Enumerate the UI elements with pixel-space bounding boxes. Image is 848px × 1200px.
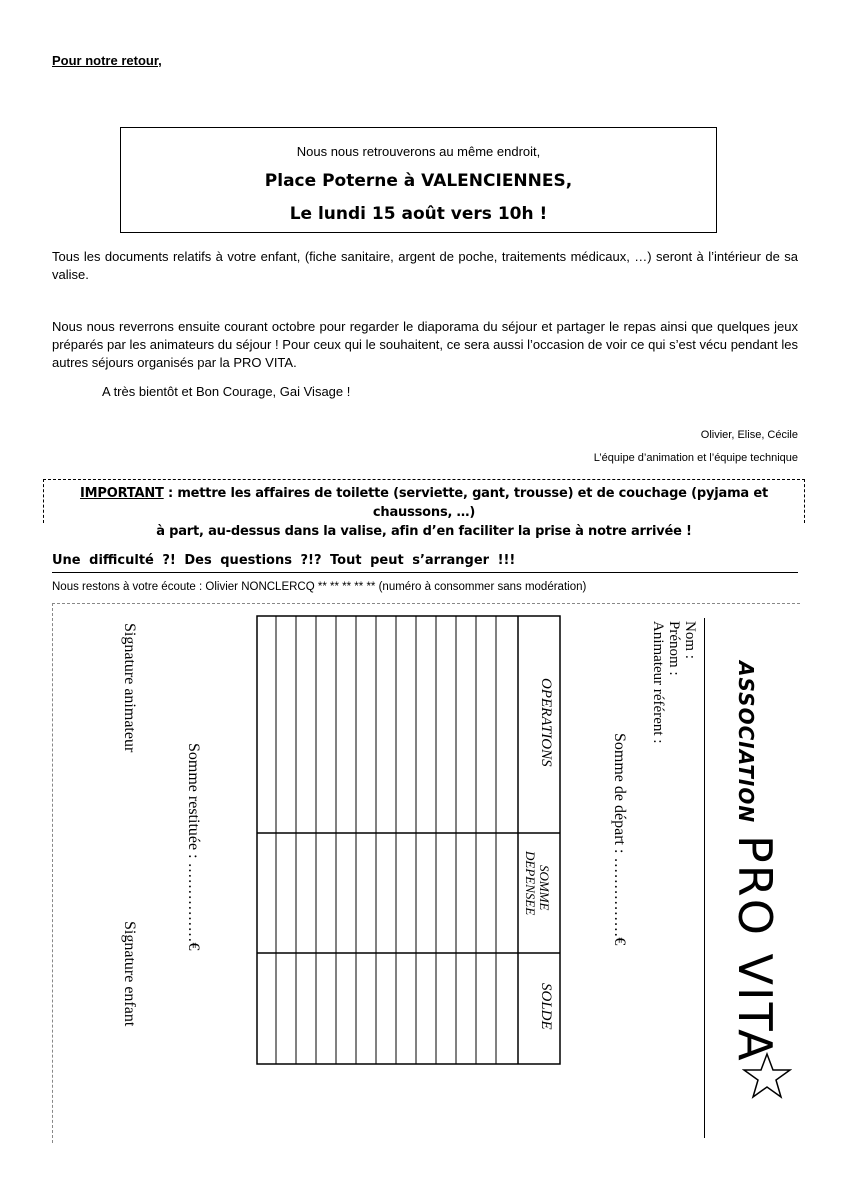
signature-animateur-label: Signature animateur (121, 623, 138, 753)
nom-label: Nom : (682, 621, 698, 659)
meeting-box (120, 127, 717, 233)
signature-team: L’équipe d’animation et l’équipe technique (593, 452, 798, 464)
important-text-1: : mettre les affaires de toilette (serviette, gant, trousse) et de couchage (pyjama et chaussons, …) (163, 486, 768, 520)
documents-paragraph: Tous les documents relatifs à votre enfant, (fiche sanitaire, argent de poche, traitements médicaux, …) seront à l’intérieur de sa valise. (52, 249, 798, 282)
meeting-line-1: Nous nous retrouverons au même endroit, (296, 144, 541, 159)
col-operations: OPERATIONS (538, 678, 554, 767)
card-name-divider (704, 618, 705, 1138)
prenom-label: Prénom : (666, 621, 682, 676)
contact-line: Nous restons à votre écoute : Olivier NONCLERCQ ** ** ** ** ** (numéro à consommer sans modération) (52, 581, 587, 593)
october-paragraph: Nous nous reverrons ensuite courant octobre pour regarder le diaporama du séjour et partager le repas ainsi que quelques jeux préparés par les animateurs du séjour ! Pour ceux qui le souhaitent, ce sera aussi l’occasion de voir ce qui s’est vécu pendant les autres séjours organisés par la PRO VITA. (52, 319, 798, 370)
signature-names: Olivier, Elise, Cécile (700, 429, 798, 441)
divider (52, 572, 798, 573)
important-notice (43, 479, 805, 539)
animateur-referent-label: Animateur référent : (650, 621, 666, 744)
greeting: A très bientôt et Bon Courage, Gai Visage ! (102, 384, 351, 399)
col-solde: SOLDE (538, 983, 554, 1030)
signature-enfant-label: Signature enfant (121, 921, 138, 1027)
somme-restituee-label: Somme restituée : ……………€ (185, 743, 202, 951)
return-heading: Pour notre retour, (52, 53, 162, 68)
star-icon (742, 1051, 792, 1101)
col-somme: SOMME (537, 865, 552, 911)
cut-line-left (52, 603, 53, 1143)
meeting-place: Place Poterne à VALENCIENNES, (264, 171, 573, 191)
association-label: ASSOCIATION (734, 661, 758, 824)
operations-table (256, 615, 566, 1067)
col-depensee: DEPENSEE (523, 851, 538, 916)
pocket-money-card (70, 603, 800, 1143)
important-text-2: à part, au-dessus dans la valise, afin d’en faciliter la prise à notre arrivée ! (156, 524, 692, 539)
provita-logo: PRO VITA (728, 835, 782, 1063)
important-keyword: IMPORTANT (80, 486, 164, 501)
somme-depart-label: Somme de départ : ……………€ (611, 733, 628, 946)
meeting-date: Le lundi 15 août vers 10h ! (289, 204, 548, 224)
help-title: Une difficulté ?! Des questions ?!? Tout peut s’arranger !!! (52, 553, 516, 568)
